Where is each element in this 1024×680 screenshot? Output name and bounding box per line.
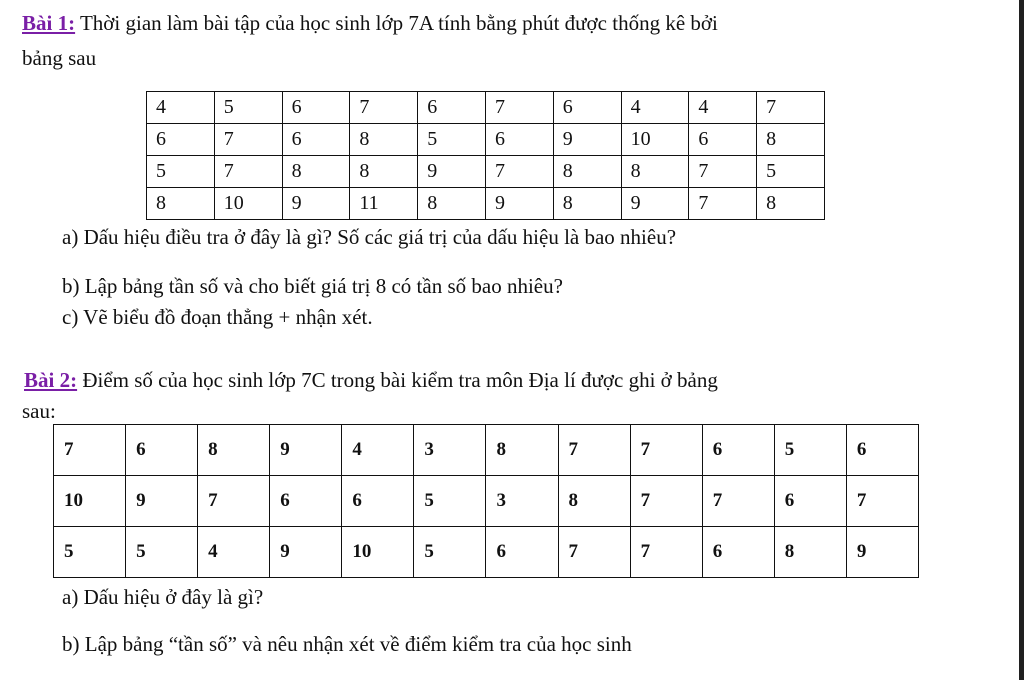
ex2-cell: 7: [846, 476, 918, 527]
ex2-cell: 6: [846, 425, 918, 476]
ex1-cell: 9: [553, 124, 621, 156]
ex1-cell: 8: [621, 156, 689, 188]
ex2-cell: 9: [126, 476, 198, 527]
ex1-cell: 8: [553, 156, 621, 188]
screen-edge: [1019, 0, 1024, 680]
ex1-cell: 9: [485, 188, 553, 220]
ex2-question-a: a) Dấu hiệu ở đây là gì?: [62, 585, 264, 609]
ex2-cell: 7: [198, 476, 270, 527]
ex2-cell: 8: [774, 527, 846, 578]
ex1-cell: 6: [485, 124, 553, 156]
ex2-cell: 8: [486, 425, 558, 476]
ex1-cell: 5: [214, 92, 282, 124]
ex1-cell: 6: [147, 124, 215, 156]
ex1-cell: 6: [553, 92, 621, 124]
ex2-cell: 5: [414, 527, 486, 578]
ex2-cell: 6: [270, 476, 342, 527]
ex1-cell: 7: [214, 156, 282, 188]
ex2-cell: 7: [630, 425, 702, 476]
ex2-cell: 8: [198, 425, 270, 476]
ex1-row: [147, 188, 825, 220]
ex2-question-b: b) Lập bảng “tần số” và nêu nhận xét về điểm kiểm tra của học sinh: [62, 632, 632, 656]
ex2-cell: 6: [774, 476, 846, 527]
ex1-row: [147, 92, 825, 124]
ex1-cell: 4: [689, 92, 757, 124]
ex1-row: [147, 124, 825, 156]
ex1-row: [147, 156, 825, 188]
ex1-cell: 7: [485, 156, 553, 188]
ex1-cell: 9: [621, 188, 689, 220]
ex2-cell: 5: [126, 527, 198, 578]
ex2-cell: 9: [270, 527, 342, 578]
ex2-cell: 7: [54, 425, 126, 476]
ex2-cell: 10: [342, 527, 414, 578]
ex1-cell: 9: [418, 156, 486, 188]
ex2-cell: 6: [702, 527, 774, 578]
ex1-intro-line: [22, 10, 718, 36]
ex2-cell: 9: [846, 527, 918, 578]
ex1-cell: 5: [147, 156, 215, 188]
ex1-cell: 7: [689, 156, 757, 188]
ex1-cell: 11: [350, 188, 418, 220]
ex2-cell: 5: [414, 476, 486, 527]
ex1-cell: 8: [350, 156, 418, 188]
ex2-cell: 6: [126, 425, 198, 476]
ex2-row: [54, 425, 919, 476]
ex1-cell: 9: [282, 188, 350, 220]
ex1-cell: 8: [757, 124, 825, 156]
ex1-cell: 8: [350, 124, 418, 156]
ex2-intro: Điểm số của học sinh lớp 7C trong bài kiểm tra môn Địa lí được ghi ở bảng: [77, 368, 718, 392]
ex1-intro: Thời gian làm bài tập của học sinh lớp 7A tính bằng phút được thống kê bởi: [75, 11, 718, 35]
ex2-cell: 6: [342, 476, 414, 527]
ex2-cell: 7: [558, 527, 630, 578]
ex1-cell: 5: [757, 156, 825, 188]
ex1-cell: 7: [214, 124, 282, 156]
ex2-cell: 4: [198, 527, 270, 578]
ex1-cell: 10: [214, 188, 282, 220]
ex1-data-table: [146, 91, 825, 220]
ex1-cell: 6: [282, 124, 350, 156]
ex1-cell: 6: [418, 92, 486, 124]
ex1-cell: 8: [553, 188, 621, 220]
ex2-cell: 3: [486, 476, 558, 527]
ex1-cell: 8: [757, 188, 825, 220]
ex2-intro-cont: sau:: [22, 399, 56, 423]
ex2-intro-line: [24, 367, 718, 393]
ex2-cell: 7: [630, 527, 702, 578]
ex1-cell: 7: [689, 188, 757, 220]
ex1-cell: 7: [350, 92, 418, 124]
ex1-cell: 7: [485, 92, 553, 124]
ex2-cell: 5: [54, 527, 126, 578]
ex1-label: Bài 1:: [22, 11, 76, 35]
ex1-question-b: b) Lập bảng tần số và cho biết giá trị 8 có tần số bao nhiêu?: [62, 274, 563, 298]
ex1-cell: 8: [147, 188, 215, 220]
ex2-cell: 10: [54, 476, 126, 527]
ex2-cell: 7: [630, 476, 702, 527]
ex2-cell: 5: [774, 425, 846, 476]
ex1-intro-cont: bảng sau: [22, 46, 97, 70]
ex1-question-a: a) Dấu hiệu điều tra ở đây là gì? Số các giá trị của dấu hiệu là bao nhiêu?: [62, 225, 677, 249]
ex1-cell: 8: [418, 188, 486, 220]
ex1-question-c: c) Vẽ biểu đồ đoạn thẳng + nhận xét.: [62, 305, 373, 329]
ex1-cell: 8: [282, 156, 350, 188]
ex1-cell: 6: [689, 124, 757, 156]
ex2-cell: 7: [702, 476, 774, 527]
ex2-label: Bài 2:: [24, 368, 78, 392]
ex1-cell: 10: [621, 124, 689, 156]
ex2-cell: 4: [342, 425, 414, 476]
ex1-cell: 7: [757, 92, 825, 124]
ex2-row: [54, 476, 919, 527]
ex2-cell: 7: [558, 425, 630, 476]
ex2-row: [54, 527, 919, 578]
ex2-data-table: [53, 424, 919, 578]
ex2-cell: 3: [414, 425, 486, 476]
ex2-cell: 6: [486, 527, 558, 578]
ex1-cell: 4: [621, 92, 689, 124]
ex2-cell: 9: [270, 425, 342, 476]
ex1-cell: 5: [418, 124, 486, 156]
ex1-cell: 4: [147, 92, 215, 124]
ex1-cell: 6: [282, 92, 350, 124]
ex2-cell: 8: [558, 476, 630, 527]
ex2-cell: 6: [702, 425, 774, 476]
